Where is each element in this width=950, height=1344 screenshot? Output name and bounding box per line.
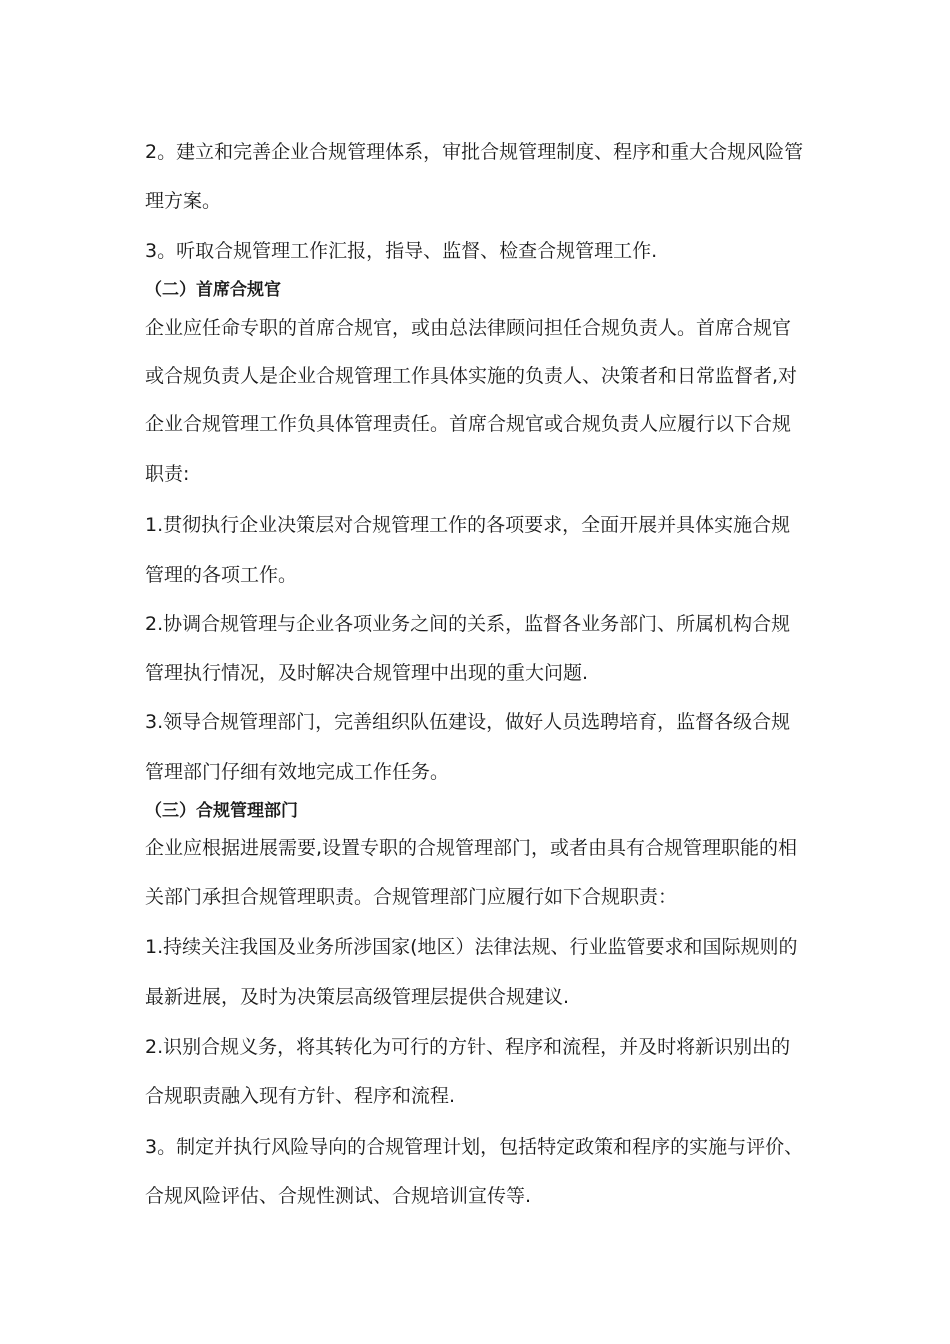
paragraph-line: 最新进展，及时为决策层高级管理层提供合规建议. <box>145 986 570 1008</box>
paragraph-line: 2。建立和完善企业合规管理体系，审批合规管理制度、程序和重大合规风险管 <box>145 141 804 163</box>
paragraph-line: 关部门承担合规管理职责。合规管理部门应履行如下合规职责： <box>145 886 678 908</box>
paragraph-line: 企业合规管理工作负具体管理责任。首席合规官或合规负责人应履行以下合规 <box>145 413 792 435</box>
section-heading: （三）合规管理部门 <box>145 801 298 821</box>
paragraph-line: 管理部门仔细有效地完成工作任务。 <box>145 761 450 783</box>
paragraph-line: 合规风险评估、合规性测试、合规培训宣传等. <box>145 1185 532 1207</box>
paragraph-line: 3。听取合规管理工作汇报，指导、监督、检查合规管理工作. <box>145 240 658 262</box>
paragraph-line: 企业应根据进展需要,设置专职的合规管理部门，或者由具有合规管理职能的相 <box>145 837 798 859</box>
paragraph-line: 1.贯彻执行企业决策层对合规管理工作的各项要求，全面开展并具体实施合规 <box>145 514 791 536</box>
paragraph-line: 管理执行情况，及时解决合规管理中出现的重大问题. <box>145 662 589 684</box>
paragraph-line: 管理的各项工作。 <box>145 564 298 586</box>
paragraph-line: 3.领导合规管理部门，完善组织队伍建设，做好人员选聘培育，监督各级合规 <box>145 711 791 733</box>
paragraph-line: 2.协调合规管理与企业各项业务之间的关系，监督各业务部门、所属机构合规 <box>145 613 791 635</box>
section-heading: （二）首席合规官 <box>145 280 281 300</box>
paragraph-line: 3。制定并执行风险导向的合规管理计划，包括特定政策和程序的实施与评价、 <box>145 1136 804 1158</box>
paragraph-line: 合规职责融入现有方针、程序和流程. <box>145 1085 456 1107</box>
paragraph-line: 2.识别合规义务，将其转化为可行的方针、程序和流程，并及时将新识别出的 <box>145 1036 791 1058</box>
paragraph-line: 职责: <box>145 463 190 485</box>
paragraph-line: 或合规负责人是企业合规管理工作具体实施的负责人、决策者和日常监督者,对 <box>145 365 798 387</box>
paragraph-line: 企业应任命专职的首席合规官，或由总法律顾问担任合规负责人。首席合规官 <box>145 317 792 339</box>
paragraph-line: 理方案。 <box>145 190 222 212</box>
paragraph-line: 1.持续关注我国及业务所涉国家(地区）法律法规、行业监管要求和国际规则的 <box>145 936 798 958</box>
